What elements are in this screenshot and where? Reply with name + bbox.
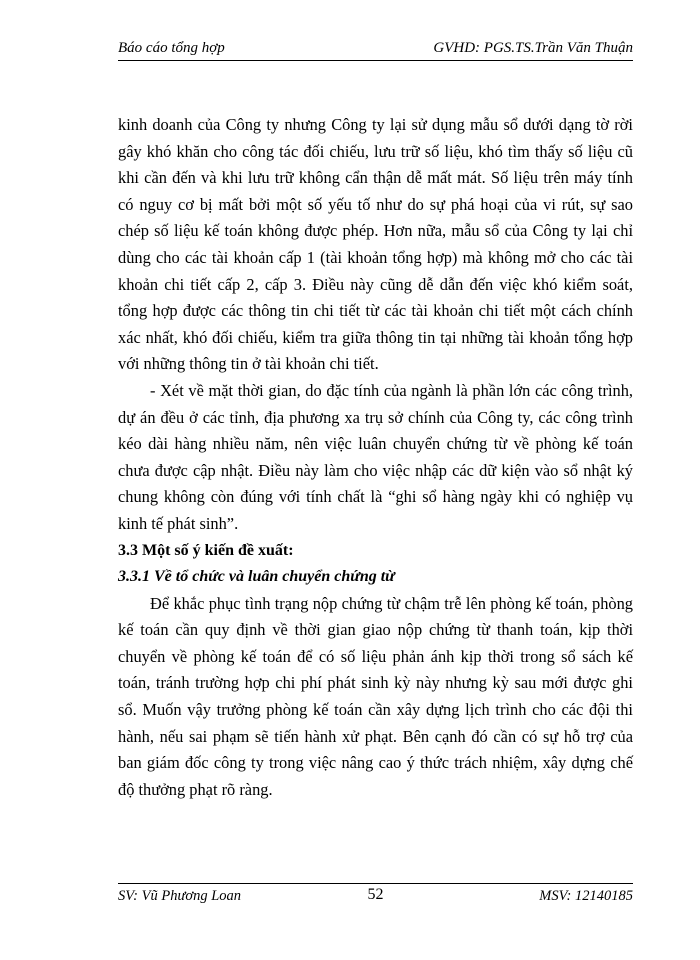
page-header [118,38,633,61]
body-paragraph-1: kinh doanh của Công ty nhưng Công ty lại sử dụng mẫu sổ dưới dạng tờ rời gây khó khăn cho công tác đối chiếu, lưu trữ số liệu, khó tìm thấy số liệu cũ khi cần đến và khi lưu trữ không cẩn thận dễ mất mát. Số liệu trên máy tính có nguy cơ bị mất bởi một số yếu tố như do sự phá hoại của vi rút, sự sao chép số liệu kế toán không được phép. Hơn nữa, mẫu sổ của Công ty lại chỉ dùng cho các tài khoản cấp 1 (tài khoản tổng hợp) mà không mở cho các tài khoản chi tiết cấp 2, cấp 3. Điều này cũng dễ dẫn đến việc khó kiểm soát, tổng hợp được các thông tin chi tiết từ các tài khoản chi tiết một cách chính xác nhất, khó đối chiếu, kiểm tra giữa thông tin tại những tài khoản tổng hợp với những thông tin ở tài khoản chi tiết. [118,115,633,374]
section-heading: 3.3 Một số ý kiến đề xuất: [118,541,294,559]
subsection-heading: 3.3.1 Về tổ chức và luân chuyển chứng từ [118,568,395,586]
page-number: 52 [367,886,384,903]
header-report-title: Báo cáo tổng hợp [118,40,225,56]
footer-student-id: MSV: 12140185 [539,888,633,904]
document-body [118,112,633,803]
header-supervisor: GVHD: PGS.TS.Trần Văn Thuận [433,40,633,56]
page-footer [118,883,633,906]
body-paragraph-2: - Xét về mặt thời gian, do đặc tính của ngành là phần lớn các công trình, dự án đều ở các tỉnh, địa phương xa trụ sở chính của Công ty, các công trình kéo dài hàng nhiều năm, nên việc luân chuyển chứng từ về phòng kế toán chưa được cập nhật. Điều này làm cho việc nhập các dữ kiện vào sổ nhật ký chung không còn đúng với tính chất là “ghi sổ hàng ngày khi có nghiệp vụ kinh tế phát sinh”. [118,380,633,533]
footer-student-name: SV: Vũ Phương Loan [118,888,242,904]
body-paragraph-3: Để khắc phục tình trạng nộp chứng từ chậm trễ lên phòng kế toán, phòng kế toán cần quy định về thời gian giao nộp chứng từ thanh toán, kịp thời chuyển về phòng kế toán để có số liệu phản ánh kịp thời trong sổ sách kế toán, tránh trường hợp chi phí phát sinh kỳ này nhưng kỳ sau mới được ghi sổ. Muốn vậy trưởng phòng kế toán cần xây dựng lịch trình cho các đội thi hành, nếu sai phạm sẽ tiến hành xử phạt. Bên cạnh đó cần có sự hỗ trợ của ban giám đốc công ty trong việc nâng cao ý thức trách nhiệm, xây dựng chế độ thưởng phạt rõ ràng. [118,593,633,799]
